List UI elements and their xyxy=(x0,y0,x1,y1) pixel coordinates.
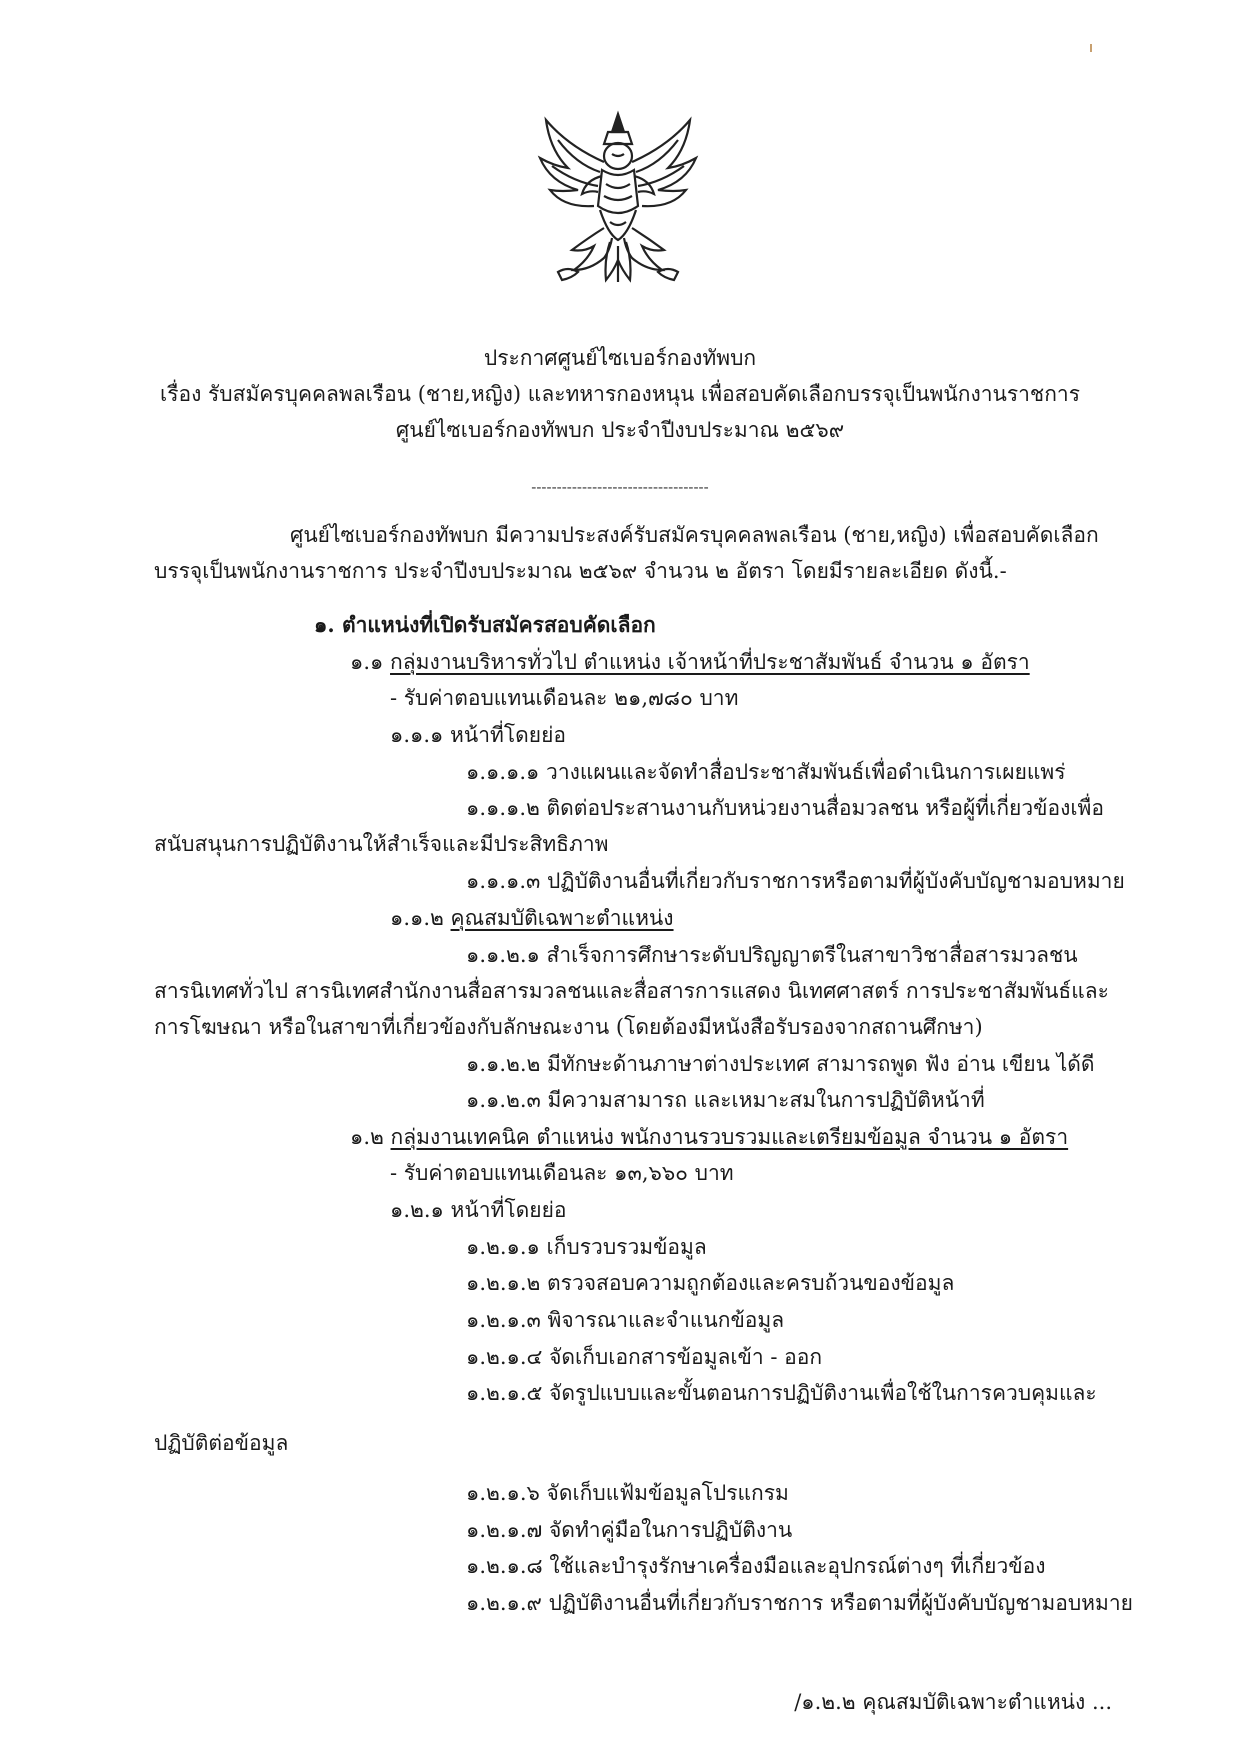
garuda-emblem-icon xyxy=(528,110,708,290)
duty-item-cont: สนับสนุนการปฏิบัติงานให้สำเร็จและมีประสิทธิภาพ xyxy=(154,832,609,856)
scan-speck xyxy=(1090,44,1092,52)
duty-item: ๑.๒.๑.๘ ใช้และบำรุงรักษาเครื่องมือและอุปกรณ์ต่างๆ ที่เกี่ยวข้อง xyxy=(466,1554,1046,1578)
divider: ----------------------------------- xyxy=(531,478,709,496)
qualification-item: ๑.๑.๒.๒ มีทักษะด้านภาษาต่างประเทศ สามารถพูด ฟัง อ่าน เขียน ได้ดี xyxy=(466,1052,1095,1076)
section-heading: ๑. ตำแหน่งที่เปิดรับสมัครสอบคัดเลือก xyxy=(314,612,656,637)
intro-line-1: ศูนย์ไซเบอร์กองทัพบก มีความประสงค์รับสมัครบุคคลพลเรือน (ชาย,หญิง) เพื่อสอบคัดเลือก xyxy=(290,523,1099,547)
position-1-heading xyxy=(350,647,1030,677)
position-title: กลุ่มงานเทคนิค ตำแหน่ง พนักงานรวบรวมและเตรียมข้อมูล จำนวน ๑ อัตรา xyxy=(390,1125,1069,1149)
position-number: ๑.๒ xyxy=(350,1125,384,1149)
position-2-heading xyxy=(350,1122,1068,1152)
duty-item: ๑.๒.๑.๖ จัดเก็บแฟ้มข้อมูลโปรแกรม xyxy=(466,1481,789,1505)
continuation-note: /๑.๒.๒ คุณสมบัติเฉพาะตำแหน่ง ... xyxy=(794,1690,1112,1714)
qualification-heading xyxy=(390,903,674,933)
position-salary: - รับค่าตอบแทนเดือนละ ๒๑,๗๘๐ บาท xyxy=(390,686,739,710)
duty-item: ๑.๒.๑.๙ ปฏิบัติงานอื่นที่เกี่ยวกับราชการ หรือตามที่ผู้บังคับบัญชามอบหมาย xyxy=(466,1591,1133,1615)
duty-item: ๑.๑.๑.๓ ปฏิบัติงานอื่นที่เกี่ยวกับราชการหรือตามที่ผู้บังคับบัญชามอบหมาย xyxy=(466,869,1125,893)
duties-heading: ๑.๑.๑ หน้าที่โดยย่อ xyxy=(390,723,566,747)
duty-item: ๑.๒.๑.๑ เก็บรวบรวมข้อมูล xyxy=(466,1235,707,1259)
position-salary: - รับค่าตอบแทนเดือนละ ๑๓,๖๖๐ บาท xyxy=(390,1161,734,1185)
qualification-item: ๑.๑.๒.๑ สำเร็จการศึกษาระดับปริญญาตรีในสาขาวิชาสื่อสารมวลชน xyxy=(466,943,1078,967)
duty-item: ๑.๑.๑.๑ วางแผนและจัดทำสื่อประชาสัมพันธ์เพื่อดำเนินการเผยแพร่ xyxy=(466,760,1066,784)
duty-item-cont: ปฏิบัติต่อข้อมูล xyxy=(154,1431,289,1455)
duty-item: ๑.๒.๑.๕ จัดรูปแบบและขั้นตอนการปฏิบัติงานเพื่อใช้ในการควบคุมและ xyxy=(466,1381,1097,1405)
qualification-title: คุณสมบัติเฉพาะตำแหน่ง xyxy=(450,906,674,930)
duty-item: ๑.๒.๑.๗ จัดทำคู่มือในการปฏิบัติงาน xyxy=(466,1518,793,1542)
qualification-number: ๑.๑.๒ xyxy=(390,906,444,930)
position-number: ๑.๑ xyxy=(350,650,384,674)
position-title: กลุ่มงานบริหารทั่วไป ตำแหน่ง เจ้าหน้าที่ประชาสัมพันธ์ จำนวน ๑ อัตรา xyxy=(390,650,1030,674)
duty-item: ๑.๒.๑.๒ ตรวจสอบความถูกต้องและครบถ้วนของข้อมูล xyxy=(466,1271,955,1295)
announcement-subject-cont: ศูนย์ไซเบอร์กองทัพบก ประจำปีงบประมาณ ๒๕๖๙ xyxy=(395,418,845,442)
qualification-item: ๑.๑.๒.๓ มีความสามารถ และเหมาะสมในการปฏิบัติหน้าที่ xyxy=(466,1088,985,1112)
intro-line-2: บรรจุเป็นพนักงานราชการ ประจำปีงบประมาณ ๒๕๖๙ จำนวน ๒ อัตรา โดยมีรายละเอียด ดังนี้.- xyxy=(154,559,1007,583)
announcement-title: ประกาศศูนย์ไซเบอร์กองทัพบก xyxy=(483,346,757,370)
duty-item: ๑.๑.๑.๒ ติดต่อประสานงานกับหน่วยงานสื่อมวลชน หรือผู้ที่เกี่ยวข้องเพื่อ xyxy=(466,796,1104,820)
duties-heading: ๑.๒.๑ หน้าที่โดยย่อ xyxy=(390,1198,567,1222)
qualification-item-cont: สารนิเทศทั่วไป สารนิเทศสำนักงานสื่อสารมวลชนและสื่อสารการแสดง นิเทศศาสตร์ การประชาสัมพันธ์และ xyxy=(154,979,1109,1003)
duty-item: ๑.๒.๑.๓ พิจารณาและจำแนกข้อมูล xyxy=(466,1308,785,1332)
qualification-item-cont: การโฆษณา หรือในสาขาที่เกี่ยวข้องกับลักษณะงาน (โดยต้องมีหนังสือรับรองจากสถานศึกษา) xyxy=(154,1015,983,1039)
announcement-subject: เรื่อง รับสมัครบุคคลพลเรือน (ชาย,หญิง) และทหารกองหนุน เพื่อสอบคัดเลือกบรรจุเป็นพนักงานราชการ xyxy=(160,382,1080,406)
duty-item: ๑.๒.๑.๔ จัดเก็บเอกสารข้อมูลเข้า - ออก xyxy=(466,1345,823,1369)
